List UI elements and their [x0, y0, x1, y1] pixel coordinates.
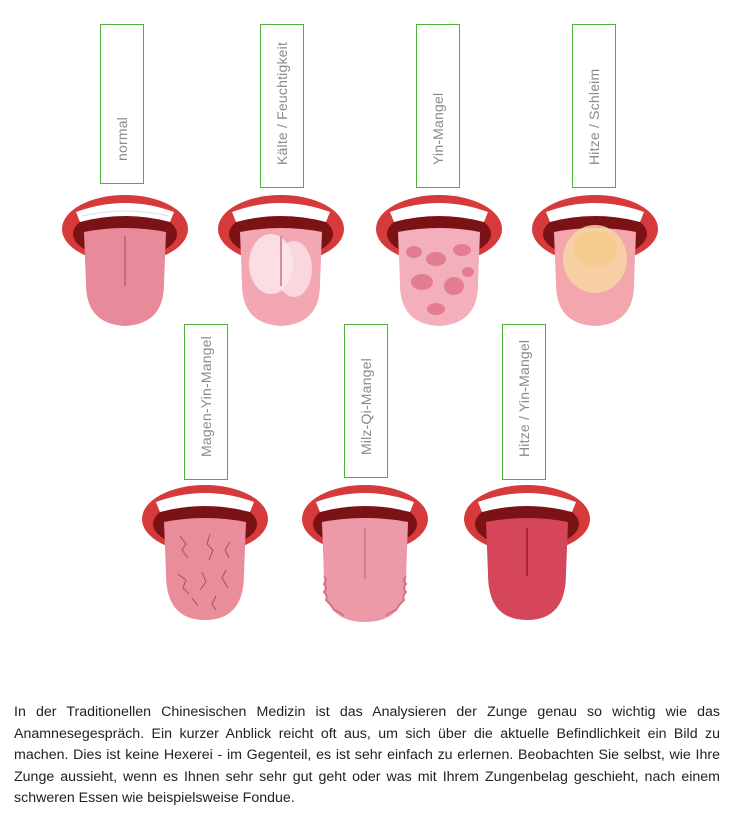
- tongue-label: Hitze / Schleim: [586, 68, 602, 165]
- tongue-kaelte: [216, 24, 346, 344]
- tongue-milz-qi-mangel: [300, 324, 430, 644]
- label-box: [416, 24, 460, 188]
- tongue-label: Hitze / Yin-Mangel: [516, 339, 532, 457]
- tongue-label: Kälte / Feuchtigkeit: [274, 41, 290, 165]
- label-box: [502, 324, 546, 480]
- label-box: [344, 324, 388, 478]
- tongue-hitze-schleim: [530, 24, 660, 344]
- tongue-label: Milz-Qi-Mangel: [358, 358, 374, 455]
- tongue-hitze-yin-mangel: [462, 324, 592, 644]
- tongue-label: Yin-Mangel: [430, 92, 446, 165]
- tongue-normal: [60, 24, 190, 344]
- tongue-label: normal: [114, 117, 130, 161]
- description-paragraph: In der Traditionellen Chinesischen Medizin ist das Analysieren der Zunge genau so wichtig wie das Anamnesegespräch. Ein kurzer Anblick reicht oft aus, um sich über die aktuelle Befindlichkeit ein Bild zu machen. Dies ist keine Hexerei - im Gegenteil, es ist sehr einfach zu erlernen. Beobachten Sie selbst, wie Ihre Zunge aussieht, wenn es Ihnen sehr sehr gut geht oder was mit Ihrem Zungenbelag geschieht, nach einem schweren Essen wie beispielsweise Fondue.: [14, 704, 720, 806]
- label-box: [572, 24, 616, 188]
- tongue-label: Magen-Yin-Mangel: [198, 336, 214, 457]
- label-box: [100, 24, 144, 184]
- tongue-yin-mangel: [374, 24, 504, 344]
- tongue-magen-yin-mangel: [140, 324, 270, 644]
- label-box: [184, 324, 228, 480]
- label-box: [260, 24, 304, 188]
